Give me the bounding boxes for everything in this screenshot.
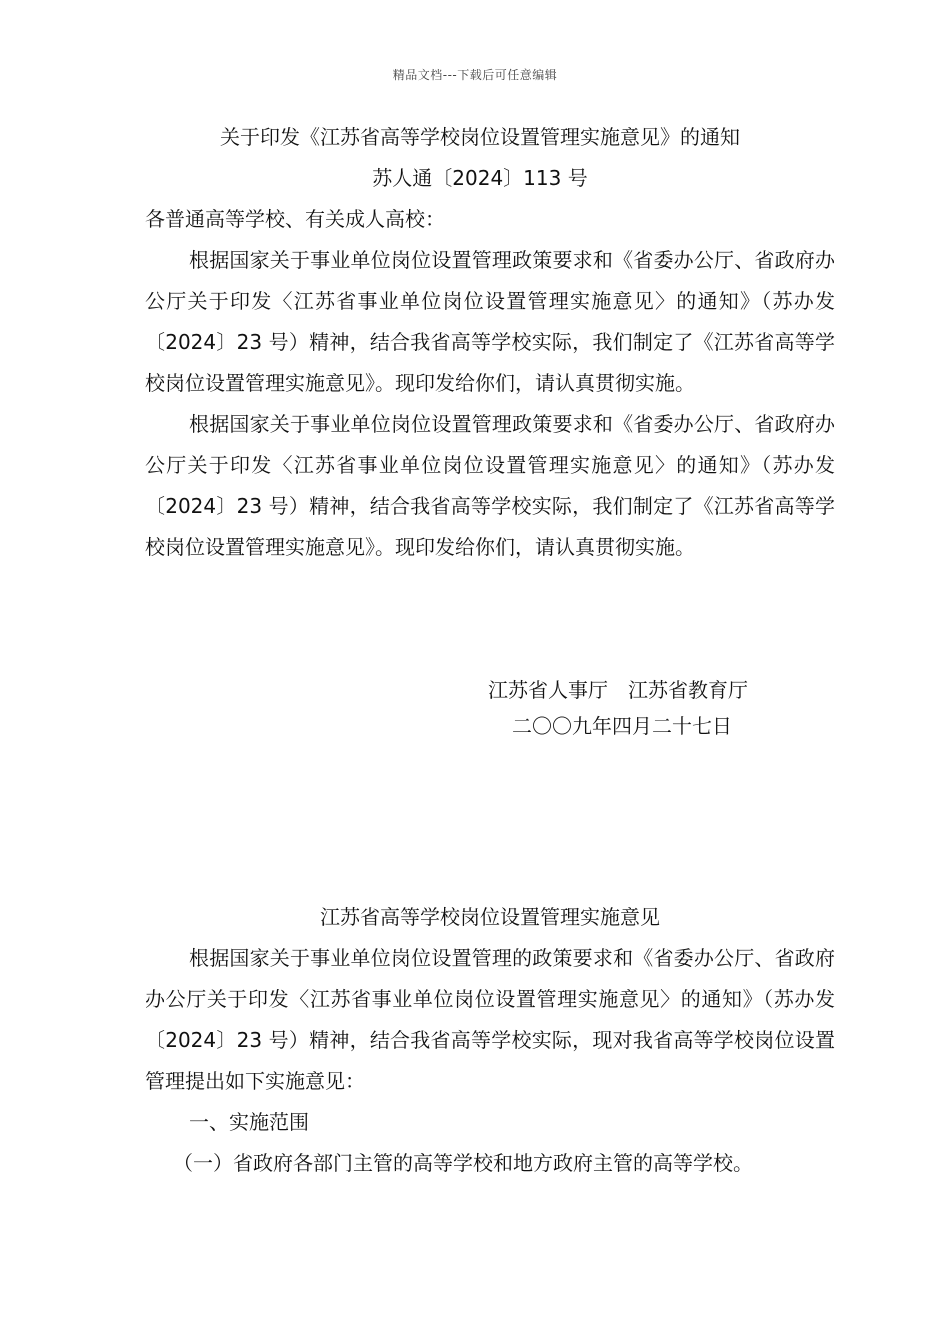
notice-paragraph: 根据国家关于事业单位岗位设置管理政策要求和《省委办公厅、省政府办公厅关于印发〈江苏省事业单位岗位设置管理实施意见〉的通知》（苏办发〔2024〕23 号）精神，结合我省高等学校实际，我们制定了《江苏省高等学校岗位设置管理实施意见》。现印发给你们，请认真贯彻实施。 bbox=[145, 248, 835, 395]
section-heading: 一、实施范围 bbox=[189, 1110, 309, 1134]
signature-issuers: 江苏省人事厅 江苏省教育厅 bbox=[488, 678, 748, 702]
page-header-watermark: 精品文档---下载后可任意编辑 bbox=[392, 68, 558, 82]
opinion-intro: 根据国家关于事业单位岗位设置管理的政策要求和《省委办公厅、省政府办公厅关于印发〈江苏省事业单位岗位设置管理实施意见〉的通知》（苏办发〔2024〕23 号）精神，结合我省高等学校实际，现对我省高等学校岗位设置管理提出如下实施意见： bbox=[145, 946, 835, 1093]
notice-block bbox=[145, 117, 835, 568]
document-number: 苏人通〔2024〕113 号 bbox=[372, 166, 588, 190]
opinion-title: 江苏省高等学校岗位设置管理实施意见 bbox=[320, 905, 660, 929]
signature-block bbox=[488, 672, 748, 744]
notice-paragraph: 根据国家关于事业单位岗位设置管理政策要求和《省委办公厅、省政府办公厅关于印发〈江苏省事业单位岗位设置管理实施意见〉的通知》（苏办发〔2024〕23 号）精神，结合我省高等学校实际，我们制定了《江苏省高等学校岗位设置管理实施意见》。现印发给你们，请认真贯彻实施。 bbox=[145, 412, 835, 559]
addressee: 各普通高等学校、有关成人高校： bbox=[145, 207, 445, 231]
signature-date: 二〇〇九年四月二十七日 bbox=[512, 714, 732, 738]
notice-title: 关于印发《江苏省高等学校岗位设置管理实施意见》的通知 bbox=[220, 125, 740, 149]
opinion-block bbox=[145, 897, 835, 1184]
section-item: （一）省政府各部门主管的高等学校和地方政府主管的高等学校。 bbox=[173, 1151, 753, 1175]
